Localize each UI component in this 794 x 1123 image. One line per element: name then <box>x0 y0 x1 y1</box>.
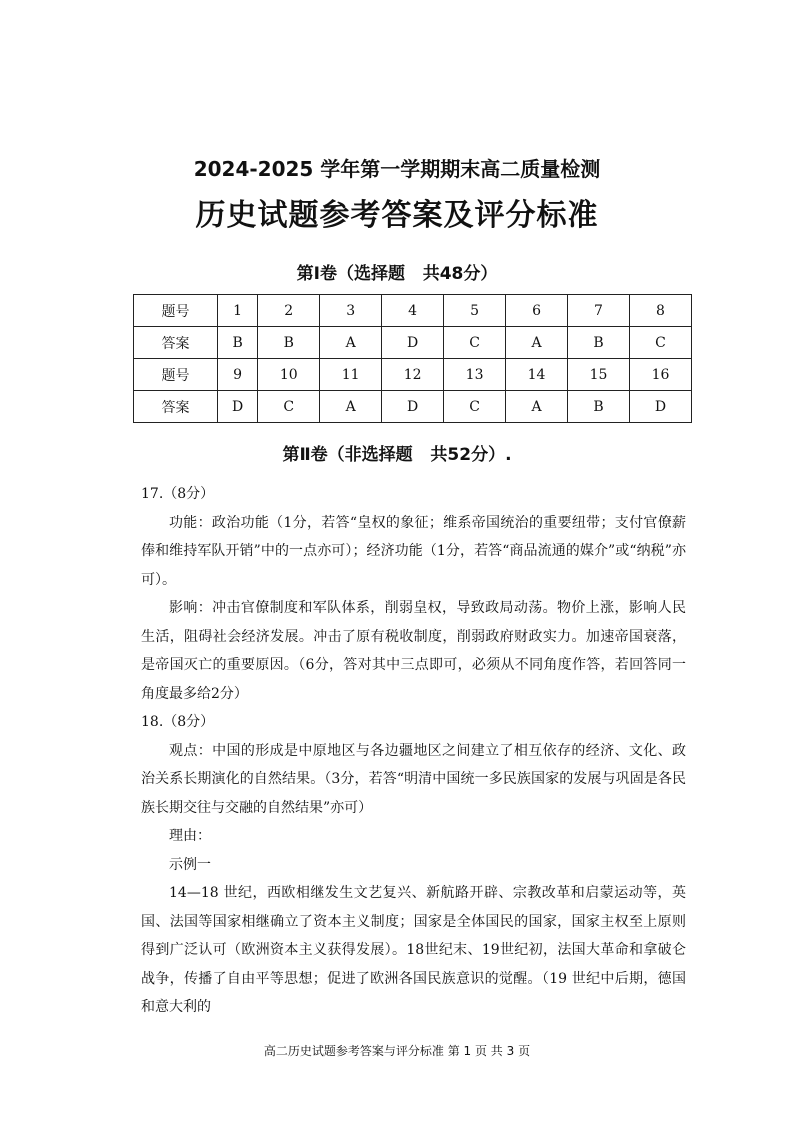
table-cell: 8 <box>629 295 691 327</box>
table-cell: 16 <box>629 359 691 391</box>
table-cell: 9 <box>218 359 258 391</box>
q18-viewpoint-paragraph: 观点：中国的形成是中原地区与各边疆地区之间建立了相互依存的经济、文化、政治关系长期演化的自然结果。（3分，若答“明清中国统一多民族国家的发展与巩固是各民族长期交往与交融的自然结果”亦可） <box>141 742 686 816</box>
q17-impact-paragraph: 影响：冲击官僚制度和军队体系，削弱皇权，导致政局动荡。物价上涨，影响人民生活，阻碍社会经济发展。冲击了原有税收制度，削弱政府财政实力。加速帝国衰落，是帝国灭亡的重要原因。（6分，答对其中三点即可，必须从不同角度作答，若回答同一角度最多给2分） <box>141 600 686 702</box>
table-cell: B <box>568 327 630 359</box>
table-cell: 3 <box>320 295 382 327</box>
row-label: 题号 <box>134 359 218 391</box>
table-cell: D <box>382 327 444 359</box>
table-cell: 15 <box>568 359 630 391</box>
table-cell: A <box>320 327 382 359</box>
row-label: 答案 <box>134 327 218 359</box>
row-label: 题号 <box>134 295 218 327</box>
table-cell: 7 <box>568 295 630 327</box>
row-label: 答案 <box>134 391 218 423</box>
table-cell: B <box>568 391 630 423</box>
table-cell: C <box>258 391 320 423</box>
table-cell: 5 <box>444 295 506 327</box>
q18-reason-label: 理由： <box>169 828 211 844</box>
table-cell: 14 <box>506 359 568 391</box>
question-17-heading: 17.（8分） <box>141 486 215 502</box>
q18-example-label: 示例一 <box>169 856 211 873</box>
answer-body <box>141 480 686 1022</box>
answer-table <box>133 294 692 423</box>
question-18-heading: 18.（8分） <box>141 714 215 730</box>
table-cell: 2 <box>258 295 320 327</box>
table-cell: C <box>444 327 506 359</box>
document-subtitle: 历史试题参考答案及评分标准 <box>195 198 599 233</box>
section-2-heading: 第Ⅱ卷（非选择题 共52分）. <box>282 445 512 465</box>
table-cell: D <box>218 391 258 423</box>
table-cell: A <box>506 327 568 359</box>
table-cell: C <box>444 391 506 423</box>
table-cell: 13 <box>444 359 506 391</box>
table-row <box>134 391 692 423</box>
table-cell: 11 <box>320 359 382 391</box>
section-1-heading: 第Ⅰ卷（选择题 共48分） <box>296 264 498 284</box>
table-cell: A <box>320 391 382 423</box>
q18-example-paragraph: 14—18 世纪，西欧相继发生文艺复兴、新航路开辟、宗教改革和启蒙运动等，英国、法国等国家相继确立了资本主义制度；国家是全体国民的国家，国家主权至上原则得到广泛认可（欧洲资本主义获得发展）。18世纪末、19世纪初，法国大革命和拿破仑战争，传播了自由平等思想；促进了欧洲各国民族意识的觉醒。（19 世纪中后期，德国和意大利的 <box>141 885 686 1015</box>
table-cell: 4 <box>382 295 444 327</box>
table-cell: B <box>218 327 258 359</box>
table-cell: 6 <box>506 295 568 327</box>
table-cell: 1 <box>218 295 258 327</box>
table-row <box>134 359 692 391</box>
table-cell: D <box>382 391 444 423</box>
table-cell: A <box>506 391 568 423</box>
q17-function-paragraph: 功能：政治功能（1分，若答“皇权的象征；维系帝国统治的重要纽带；支付官僚薪俸和维持军队开销”中的一点亦可）；经济功能（1分，若答“商品流通的媒介”或“纳税”亦可）。 <box>141 514 686 588</box>
table-cell: 10 <box>258 359 320 391</box>
table-cell: 12 <box>382 359 444 391</box>
table-cell: D <box>629 391 691 423</box>
table-cell: B <box>258 327 320 359</box>
table-cell: C <box>629 327 691 359</box>
table-row <box>134 327 692 359</box>
table-row <box>134 295 692 327</box>
exam-title: 2024-2025 学年第一学期期末高二质量检测 <box>193 157 601 181</box>
page-footer: 高二历史试题参考答案与评分标准 第 1 页 共 3 页 <box>263 1044 531 1058</box>
